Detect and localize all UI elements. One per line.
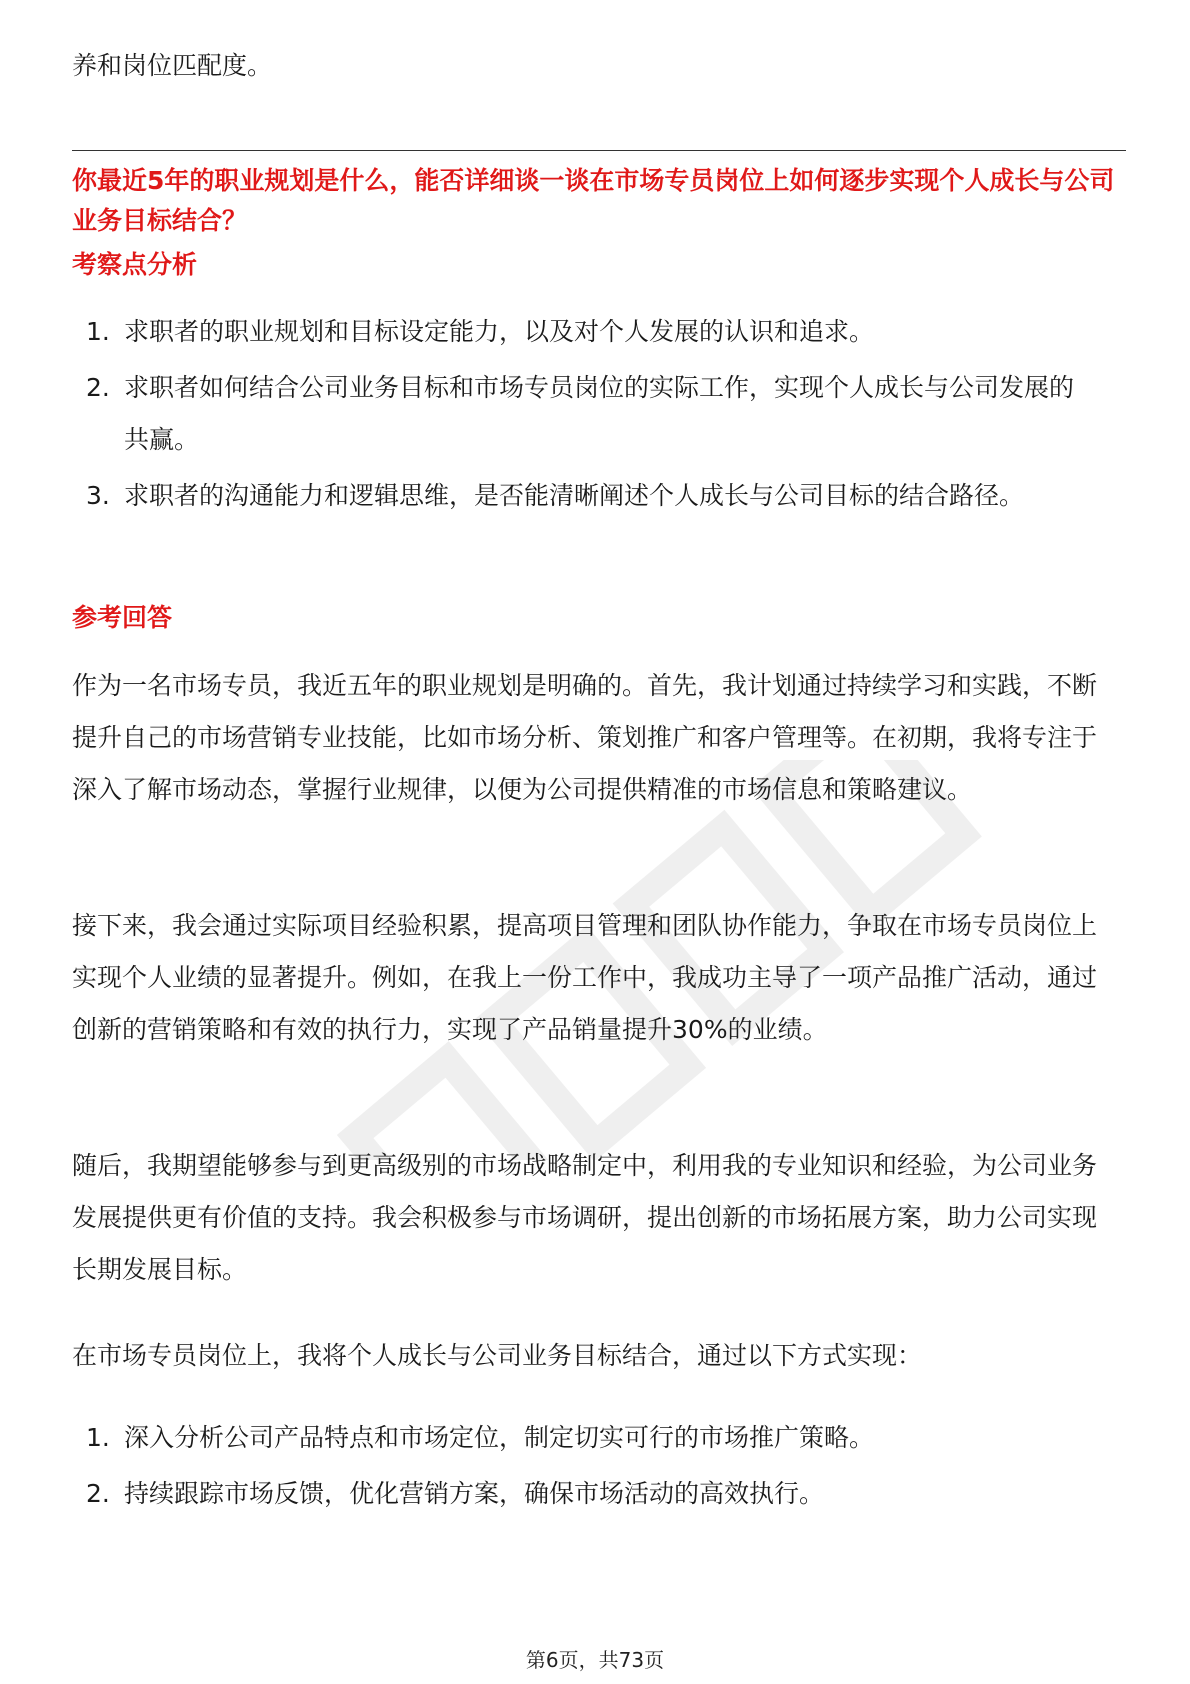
answer-heading-block bbox=[72, 598, 1132, 638]
intro-tail-text: 养和岗位匹配度。 bbox=[72, 51, 273, 80]
list-text: 求职者如何结合公司业务目标和市场专员岗位的实际工作，实现个人成长与公司发展的共赢。 bbox=[124, 373, 1075, 454]
list-number: 3. bbox=[86, 481, 110, 510]
answer-heading: 参考回答 bbox=[72, 603, 173, 632]
list-item bbox=[72, 1412, 1082, 1464]
section-divider bbox=[72, 150, 1126, 151]
page-footer: 第6页，共73页 bbox=[525, 1648, 665, 1672]
list-number: 2. bbox=[86, 1479, 110, 1508]
list-item bbox=[72, 470, 1082, 522]
answer-paragraph-1 bbox=[72, 660, 1112, 816]
question-title: 你最近5年的职业规划是什么，能否详细谈一谈在市场专员岗位上如何逐步实现个人成长与公司业务目标结合？ bbox=[72, 166, 1115, 235]
analysis-list-block bbox=[72, 306, 1082, 522]
answer-paragraph-3 bbox=[72, 1140, 1112, 1296]
list-text: 持续跟踪市场反馈，优化营销方案，确保市场活动的高效执行。 bbox=[124, 1479, 825, 1508]
paragraph-text: 随后，我期望能够参与到更高级别的市场战略制定中，利用我的专业知识和经验，为公司业务发展提供更有价值的支持。我会积极参与市场调研，提出创新的市场拓展方案，助力公司实现长期发展目标。 bbox=[72, 1151, 1098, 1284]
list-item bbox=[72, 1468, 1082, 1520]
analysis-heading: 考察点分析 bbox=[72, 250, 198, 279]
list-item bbox=[72, 306, 1082, 358]
list-item bbox=[72, 362, 1082, 466]
list-number: 1. bbox=[86, 317, 110, 346]
list-number: 1. bbox=[86, 1423, 110, 1452]
paragraph-text: 作为一名市场专员，我近五年的职业规划是明确的。首先，我计划通过持续学习和实践，不断提升自己的市场营销专业技能，比如市场分析、策划推广和客户管理等。在初期，我将专注于深入了解市场动态，掌握行业规律，以便为公司提供精准的市场信息和策略建议。 bbox=[72, 671, 1098, 804]
intro-tail-block bbox=[72, 40, 1132, 92]
answer-list-block bbox=[72, 1412, 1082, 1520]
analysis-list bbox=[72, 306, 1082, 522]
question-block bbox=[72, 161, 1132, 241]
list-text: 求职者的职业规划和目标设定能力，以及对个人发展的认识和追求。 bbox=[124, 317, 875, 346]
paragraph-text: 接下来，我会通过实际项目经验积累，提高项目管理和团队协作能力，争取在市场专员岗位上实现个人业绩的显著提升。例如，在我上一份工作中，我成功主导了一项产品推广活动，通过创新的营销策略和有效的执行力，实现了产品销量提升30%的业绩。 bbox=[72, 911, 1098, 1044]
list-text: 深入分析公司产品特点和市场定位，制定切实可行的市场推广策略。 bbox=[124, 1423, 875, 1452]
list-number: 2. bbox=[86, 373, 110, 402]
analysis-heading-block bbox=[72, 245, 1132, 285]
answer-paragraph-4 bbox=[72, 1330, 1112, 1382]
answer-paragraph-2 bbox=[72, 900, 1112, 1056]
paragraph-text: 在市场专员岗位上，我将个人成长与公司业务目标结合，通过以下方式实现： bbox=[72, 1341, 923, 1370]
answer-list bbox=[72, 1412, 1082, 1520]
list-text: 求职者的沟通能力和逻辑思维，是否能清晰阐述个人成长与公司目标的结合路径。 bbox=[124, 481, 1025, 510]
